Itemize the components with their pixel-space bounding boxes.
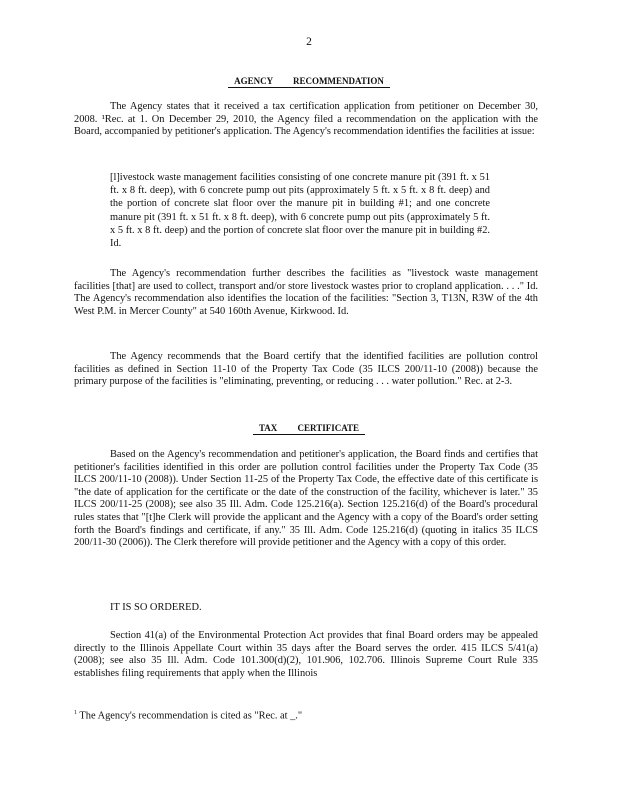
- footnote-mark: 1: [74, 710, 77, 716]
- order-statement: IT IS SO ORDERED.: [110, 602, 202, 613]
- section-heading-tax: TAX CERTIFICATE: [0, 423, 618, 433]
- footnote: [74, 710, 302, 721]
- paragraph-facility-description: The Agency's recommendation further describes the facilities as "livestock waste management facilities [that] are used to collect, transport and/or store livestock wastes prior to cropland application. . . ." Id. The Agency's recommendation also identifies the location of the facilities: "Section 3, T13N, R3W of the 4th West P.M. in Mercer County" at 540 160th Avenue, Kirkwood. Id.: [74, 268, 538, 317]
- paragraph-agency-recommends: The Agency recommends that the Board certify that the identified facilities are pollution control facilities as defined in Section 11-10 of the Property Tax Code (35 ILCS 200/11-10 (2008)) because the primary purpose of the facilities is "eliminating, preventing, or reducing . . . water pollution." Rec. at 2-3.: [74, 351, 538, 388]
- paragraph-appeal-rights: Section 41(a) of the Environmental Protection Act provides that final Board orders may be appealed directly to the Illinois Appellate Court within 35 days after the Board serves the order. 415 ILCS 5/41(a) (2008); see also 35 Ill. Adm. Code 101.300(d)(2), 101.906, 102.706. Illinois Supreme Court Rule 335 establishes filing requirements that apply when the Illinois: [74, 630, 538, 679]
- block-quote-facilities: [l]ivestock waste management facilities consisting of one concrete manure pit (391 ft. x 51 ft. x 8 ft. deep), with 6 concrete pump out pits (approximately 5 ft. x 5 ft. x 8 ft. deep) and the portion of concrete slat floor over the manure pit in building #1; and one concrete manure pit (391 ft. x 51 ft. x 8 ft. deep), with 6 concrete pump out pits (approximately 5 ft. x 5 ft. x 8 ft. deep) and the portion of concrete slat floor over the manure pit in building #2. Id.: [110, 172, 490, 250]
- section-heading-agency: AGENCY RECOMMENDATION: [0, 76, 618, 86]
- paragraph-agency-intro: The Agency states that it received a tax certification application from petitioner on December 30, 2008. ¹Rec. at 1. On December 29, 2010, the Agency filed a recommendation on the application with the Board, accompanied by petitioner's application. The Agency's recommendation identifies the facilities at issue:: [74, 101, 538, 138]
- page-number: 2: [306, 36, 312, 48]
- footnote-text: The Agency's recommendation is cited as "Rec. at _.": [79, 710, 303, 722]
- paragraph-board-finding: Based on the Agency's recommendation and petitioner's application, the Board finds and certifies that petitioner's facilities identified in this order are pollution control facilities under the Property Tax Code (35 ILCS 200/11-10 (2008)). Under Section 11-25 of the Property Tax Code, the effective date of this certificate is "the date of application for the certificate or the date of the construction of the facility, whichever is later." 35 ILCS 200/11-25 (2008); see also 35 Ill. Adm. Code 125.216(a). Section 125.216(d) of the Board's procedural rules states that "[t]he Clerk will provide the applicant and the Agency with a copy of the Board's order setting forth the Board's findings and certificate, if any." 35 Ill. Adm. Code 125.216(d) (quoting in italics 35 ILCS 200/11-30 (2006)). The Clerk therefore will provide petitioner and the Agency with a copy of this order.: [74, 449, 538, 549]
